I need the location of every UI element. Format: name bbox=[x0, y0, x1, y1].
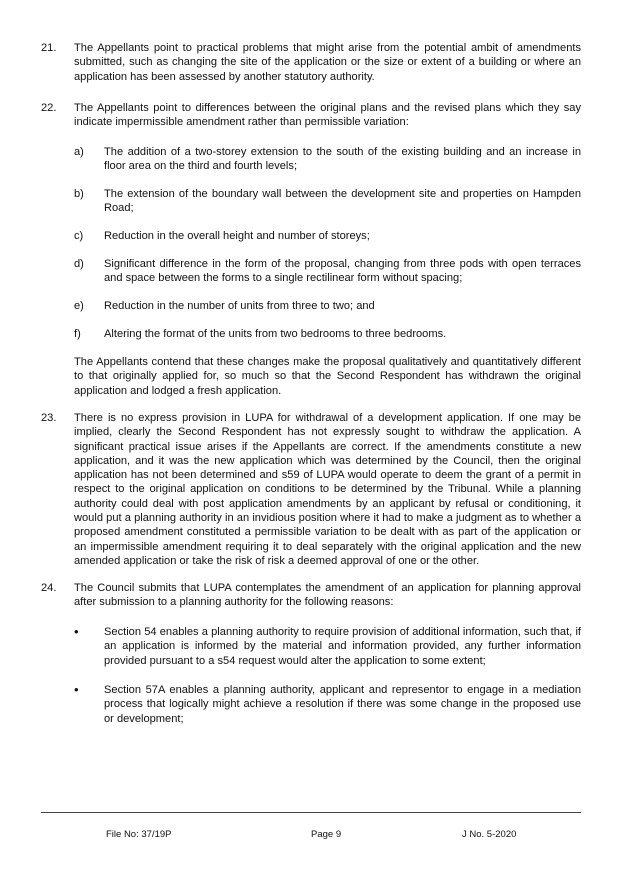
list-item-label: c) bbox=[74, 230, 84, 242]
list-item bbox=[74, 257, 581, 286]
paragraph-continuation: The Appellants contend that these changes make the proposal qualitatively and quantitatively different to that originally applied for, so much so that the Second Respondent has withdrawn the original application and lodged a fresh application. bbox=[74, 356, 581, 397]
list-item bbox=[74, 299, 581, 313]
paragraph-text: The Appellants point to differences between the original plans and the revised plans which they say indicate impermissible amendment rather than permissible variation: bbox=[74, 102, 581, 129]
list-item-label: e) bbox=[74, 300, 84, 312]
paragraph-text: There is no express provision in LUPA for withdrawal of a development application. If one may be implied, clearly the Second Respondent has not expressly sought to withdraw the application. A significant practical issue arises if the Appellants are correct. If the amendments constitute a new application, and it was the new application which was determined by the Council, then the original application has not been determined and s59 of LUPA would operate to deem the grant of a permit in respect to the original application on conditions to be determined by the Tribunal. While a planning authority could deal with post application amendments by an applicant by refusal or conditioning, it would put a planning authority in an invidious position where it had to make a judgment as to whether a proposed amendment constituted a permissible variation to be dealt with as part of the application or an impermissible amendment requiring it to deal separately with the original application and the new amended application or take the risk of risk a deemed approval of one or the other. bbox=[74, 412, 581, 567]
bullet-text: Section 57A enables a planning authority, applicant and representor to engage in a mediation process that logically might achieve a resolution if there was some change in the proposed use or development; bbox=[104, 684, 581, 725]
list-item bbox=[74, 145, 581, 174]
paragraph-number: 22. bbox=[41, 102, 57, 114]
footer-file-number: File No: 37/19P bbox=[106, 829, 172, 840]
list-item-label: b) bbox=[74, 188, 84, 200]
list-item-text: Reduction in the number of units from three to two; and bbox=[104, 300, 375, 312]
footer-judgment-number: J No. 5-2020 bbox=[462, 829, 517, 840]
list-item-text: The extension of the boundary wall between the development site and properties on Hampden Road; bbox=[104, 188, 581, 215]
list-item-label: d) bbox=[74, 258, 84, 270]
paragraph-number: 21. bbox=[41, 42, 57, 54]
list-item-text: The addition of a two-storey extension to the south of the existing building and an increase in floor area on the third and fourth levels; bbox=[104, 146, 581, 173]
list-item-text: Altering the format of the units from two bedrooms to three bedrooms. bbox=[104, 328, 447, 340]
footer-page-number: Page 9 bbox=[311, 829, 342, 840]
list-item bbox=[74, 327, 581, 341]
list-item-text: Reduction in the overall height and number of storeys; bbox=[104, 230, 370, 242]
paragraph-text: The Council submits that LUPA contemplates the amendment of an application for planning approval after submission to a planning authority for the following reasons: bbox=[74, 582, 581, 609]
paragraph-24 bbox=[41, 581, 581, 610]
paragraph-number: 24. bbox=[41, 582, 57, 594]
paragraph-22 bbox=[41, 101, 581, 130]
bullet-text: Section 54 enables a planning authority to require provision of additional information, such that, if an application is informed by the material and information provided, any further information provided pursuant to a s54 request would alter the application to some extent; bbox=[104, 626, 581, 667]
bullet-item bbox=[74, 625, 581, 668]
list-item-text: Significant difference in the form of the proposal, changing from three pods with open terraces and space between the forms to a single rectilinear form without spacing; bbox=[104, 258, 581, 285]
list-item-label: f) bbox=[74, 328, 81, 340]
list-item bbox=[74, 187, 581, 216]
bullet-icon: • bbox=[74, 624, 79, 639]
paragraph-number: 23. bbox=[41, 412, 57, 424]
bullet-item bbox=[74, 683, 581, 726]
bullet-icon: • bbox=[74, 682, 79, 697]
list-item bbox=[74, 229, 581, 243]
paragraph-text: The Appellants point to practical problems that might arise from the potential ambit of amendments submitted, such as changing the site of the application or the size or extent of a building or where an application has been assessed by another statutory authority. bbox=[74, 42, 581, 83]
paragraph-23 bbox=[41, 411, 581, 568]
paragraph-21 bbox=[41, 41, 581, 84]
footer-divider bbox=[41, 812, 581, 813]
list-item-label: a) bbox=[74, 146, 84, 158]
